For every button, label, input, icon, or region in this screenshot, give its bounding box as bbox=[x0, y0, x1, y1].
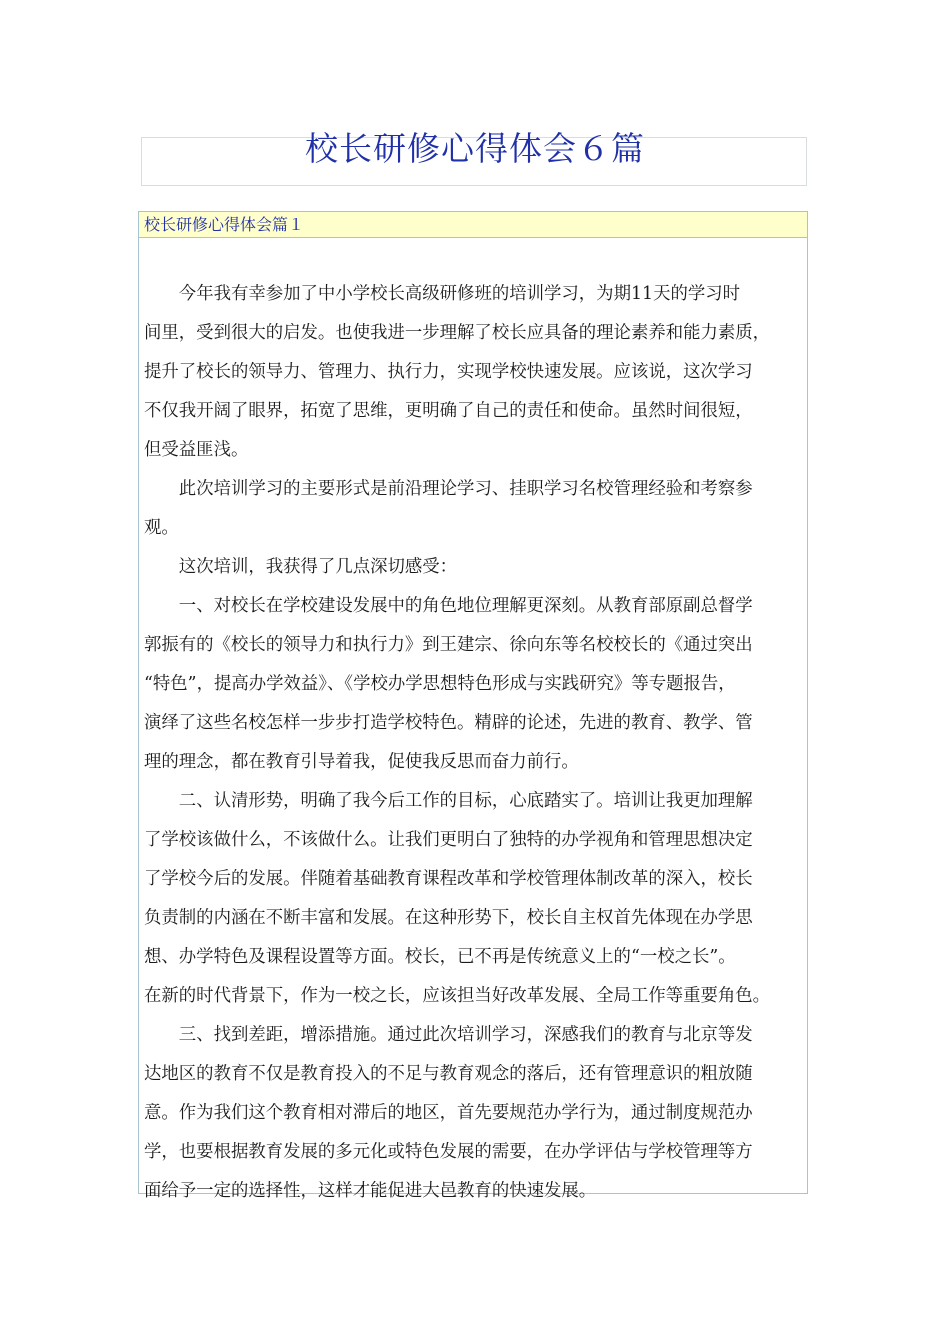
paragraph-line: 学，也要根据教育发展的多元化或特色发展的需要，在办学评估与学校管理等方 bbox=[144, 1142, 753, 1162]
paragraph-line: 此次培训学习的主要形式是前沿理论学习、挂职学习名校管理经验和考察参 bbox=[178, 479, 753, 499]
paragraph-line: 郭振有的《校长的领导力和执行力》到王建宗、徐向东等名校校长的《通过突出 bbox=[144, 635, 753, 655]
paragraph-line: 理的理念，都在教育引导着我，促使我反思而奋力前行。 bbox=[144, 752, 579, 772]
section-box bbox=[138, 211, 808, 1201]
paragraph-list bbox=[144, 275, 803, 1211]
paragraph-line: 在新的时代背景下，作为一校之长，应该担当好改革发展、全局工作等重要角色。 bbox=[144, 986, 771, 1006]
paragraph-line: 二、认清形势，明确了我今后工作的目标，心底踏实了。培训让我更加理解 bbox=[178, 791, 753, 811]
paragraph-line: “特色”，提高办学效益》、《学校办学思想特色形成与实践研究》等专题报告， bbox=[144, 674, 736, 694]
paragraph-line: 负责制的内涵在不断丰富和发展。在这种形势下，校长自主权首先体现在办学思 bbox=[144, 908, 753, 928]
paragraph-line: 了学校今后的发展。伴随着基础教育课程改革和学校管理体制改革的深入，校长 bbox=[144, 869, 753, 889]
paragraph bbox=[144, 1016, 803, 1211]
paragraph bbox=[144, 275, 803, 470]
paragraph bbox=[144, 587, 803, 782]
paragraph-line: 达地区的教育不仅是教育投入的不足与教育观念的落后，还有管理意识的粗放随 bbox=[144, 1064, 753, 1084]
document-title: 校长研修心得体会６篇 bbox=[305, 129, 645, 168]
paragraph-line: 今年我有幸参加了中小学校长高级研修班的培训学习，为期11天的学习时 bbox=[178, 284, 741, 304]
paragraph-line: 但受益匪浅。 bbox=[144, 440, 249, 460]
paragraph-line: 一、对校长在学校建设发展中的角色地位理解更深刻。从教育部原副总督学 bbox=[178, 596, 753, 616]
paragraph-line: 想、办学特色及课程设置等方面。校长，已不再是传统意义上的“一校之长”。 bbox=[144, 947, 736, 967]
paragraph-line: 间里，受到很大的启发。也使我进一步理解了校长应具备的理论素养和能力素质， bbox=[144, 323, 771, 343]
paragraph-line: 不仅我开阔了眼界，拓宽了思维，更明确了自己的责任和使命。虽然时间很短， bbox=[144, 401, 753, 421]
paragraph-line: 面给予一定的选择性，这样才能促进大邑教育的快速发展。 bbox=[144, 1181, 597, 1201]
section-body bbox=[139, 238, 807, 1211]
paragraph bbox=[144, 782, 803, 1016]
paragraph-line: 演绎了这些名校怎样一步步打造学校特色。精辟的论述，先进的教育、教学、管 bbox=[144, 713, 753, 733]
paragraph-line: 了学校该做什么，不该做什么。让我们更明白了独特的办学视角和管理思想决定 bbox=[144, 830, 753, 850]
paragraph-line: 观。 bbox=[144, 518, 179, 538]
section-header: 校长研修心得体会篇１ bbox=[139, 212, 807, 238]
paragraph bbox=[144, 470, 803, 548]
paragraph-line: 提升了校长的领导力、管理力、执行力，实现学校快速发展。应该说，这次学习 bbox=[144, 362, 753, 382]
paragraph-line: 意。作为我们这个教育相对滞后的地区，首先要规范办学行为，通过制度规范办 bbox=[144, 1103, 753, 1123]
paragraph-line: 三、找到差距，增添措施。通过此次培训学习，深感我们的教育与北京等发 bbox=[178, 1025, 753, 1045]
paragraph bbox=[144, 548, 803, 587]
paragraph-line: 这次培训，我获得了几点深切感受： bbox=[178, 557, 458, 577]
